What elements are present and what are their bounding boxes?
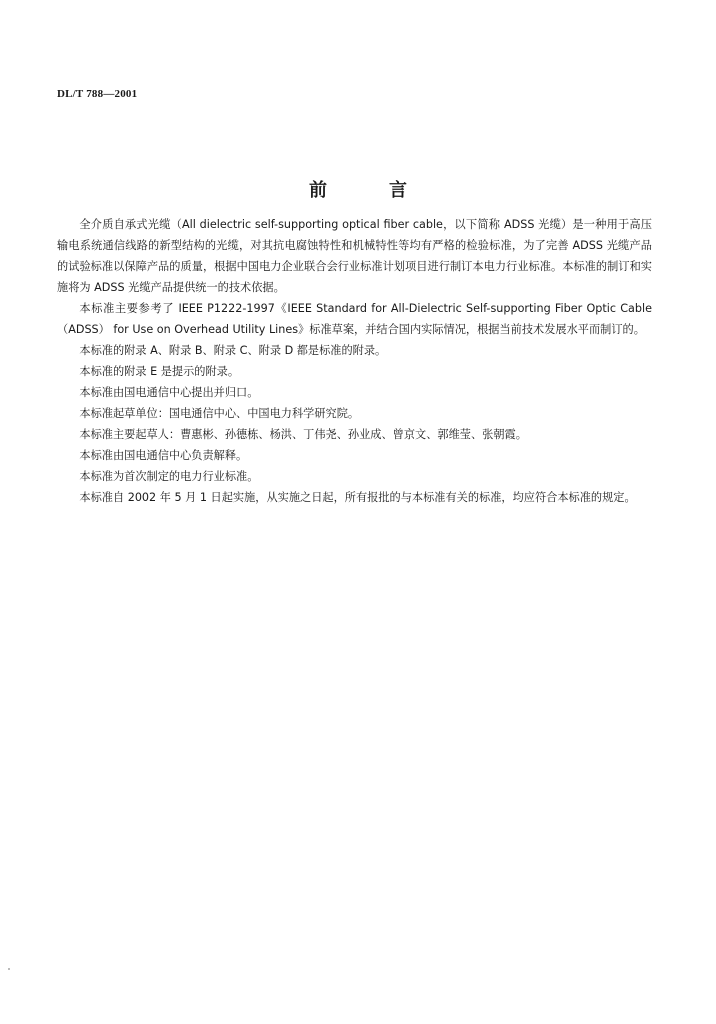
foreword-body — [57, 214, 652, 508]
paragraph-8: 本标准由国电通信中心负责解释。 — [79, 449, 248, 462]
scan-speck — [8, 968, 10, 970]
paragraph-10: 本标准自 2002 年 5 月 1 日起实施，从实施之日起，所有报批的与本标准有关的标准，均应符合本标准的规定。 — [79, 491, 636, 504]
paragraph-6: 本标准起草单位：国电通信中心、中国电力科学研究院。 — [79, 407, 360, 420]
paragraph-7: 本标准主要起草人：曹惠彬、孙德栋、杨洪、丁伟尧、孙业成、曾京文、郭维莹、张朝霞。 — [79, 428, 527, 441]
standard-code: DL/T 788—2001 — [57, 88, 138, 100]
title-char-2: 言 — [389, 180, 407, 201]
title-char-1: 前 — [309, 180, 327, 201]
page-title — [0, 176, 716, 202]
paragraph-1: 全介质自承式光缆（All dielectric self-supporting optical fiber cable，以下简称 ADSS 光缆）是一种用于高压输电系统通信线路的新型结构的光缆，对其抗电腐蚀特性和机械特性等均有严格的检验标准，为了完善 ADSS 光缆产品的试验标准以保障产品的质量，根据中国电力企业联合会行业标准计划项目进行制订本电力行业标准。本标准的制订和实施将为 ADSS 光缆产品提供统一的技术依据。 — [57, 218, 652, 294]
paragraph-4: 本标准的附录 E 是提示的附录。 — [79, 365, 240, 378]
paragraph-2: 本标准主要参考了 IEEE P1222-1997《IEEE Standard for All-Dielectric Self-supporting Fiber Optic Cable（ADSS） for Use on Overhead Utility Lines》标准草案，并结合国内实际情况，根据当前技术发展水平而制订的。 — [57, 302, 652, 336]
paragraph-3: 本标准的附录 A、附录 B、附录 C、附录 D 都是标准的附录。 — [79, 344, 387, 357]
paragraph-9: 本标准为首次制定的电力行业标准。 — [79, 470, 259, 483]
paragraph-5: 本标准由国电通信中心提出并归口。 — [79, 386, 259, 399]
